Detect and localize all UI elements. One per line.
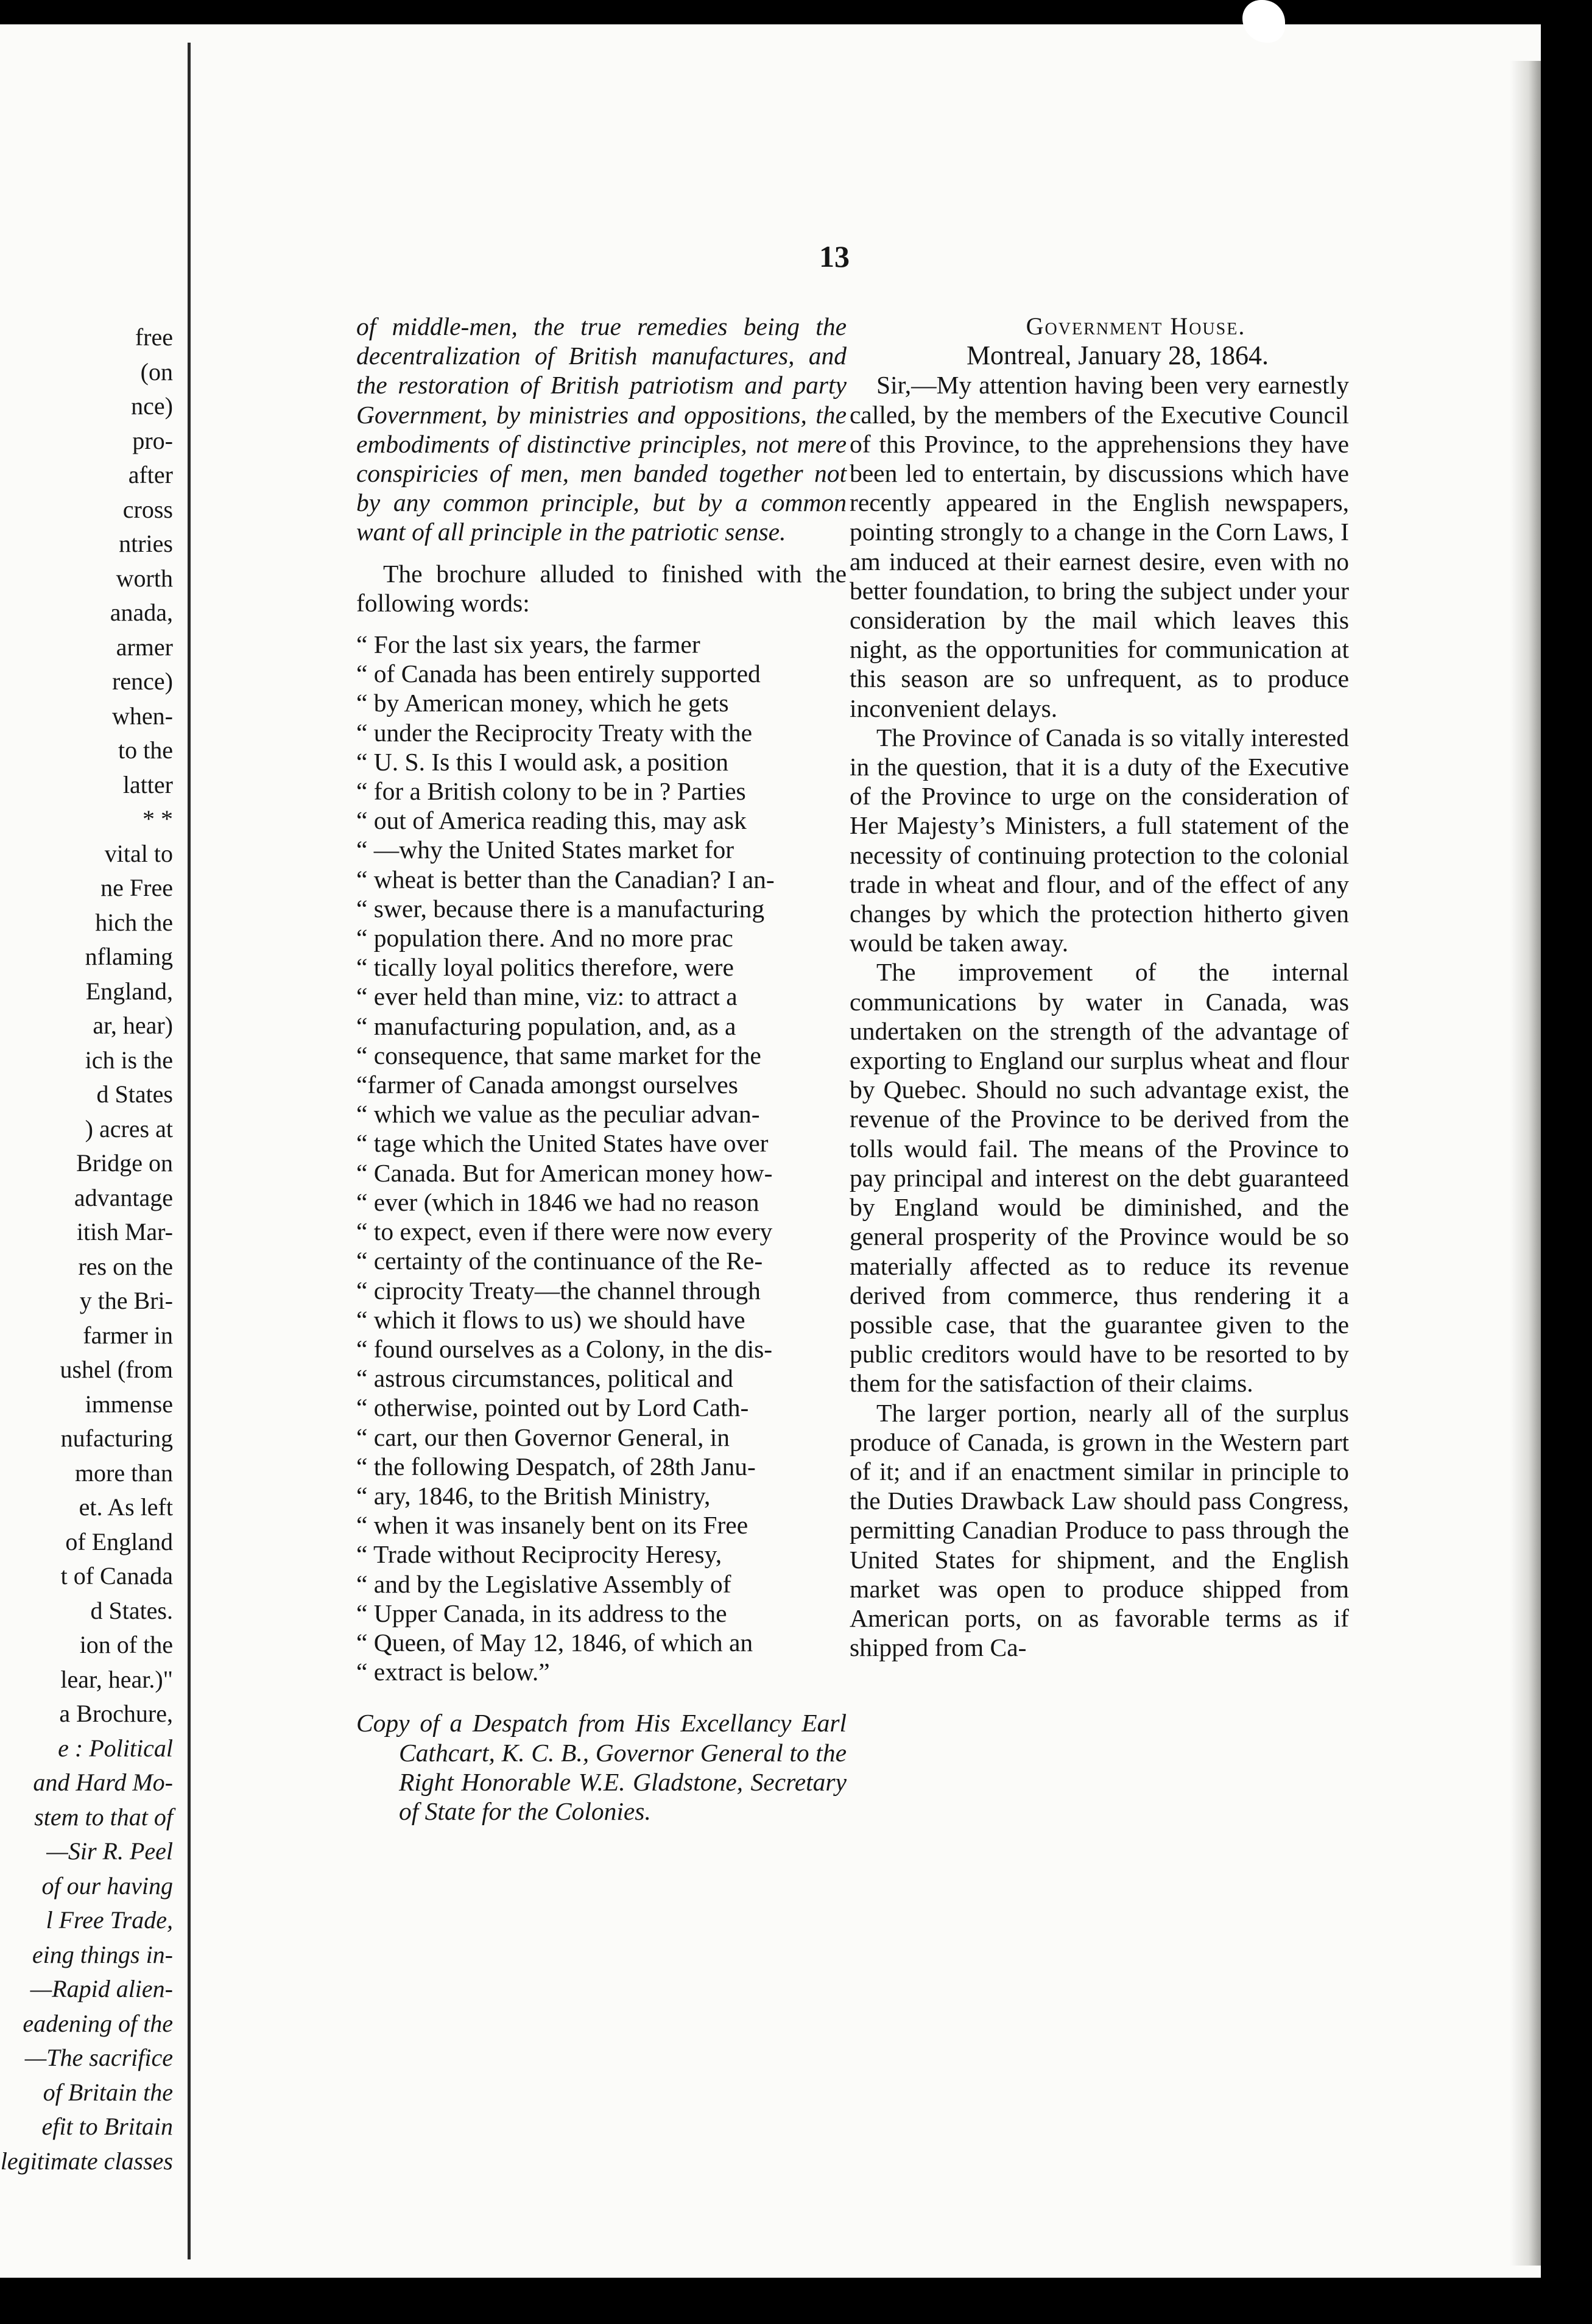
facing-page-line: legitimate classes <box>0 2147 173 2175</box>
facing-page-line: of our having <box>41 1872 173 1900</box>
facing-page-line: nufacturing <box>60 1424 173 1452</box>
quote-line: “farmer of Canada amongst ourselves <box>356 1071 738 1099</box>
letter-dateline: Montreal, January 28, 1864. <box>966 340 1269 371</box>
quote-line: “ Upper Canada, in its address to the <box>356 1599 727 1627</box>
facing-page-line: Bridge on <box>76 1149 173 1177</box>
quote-line: “ swer, because there is a manufacturing <box>356 894 765 923</box>
facing-page-line: y the Bri- <box>79 1287 173 1314</box>
facing-page-line: ne Free <box>100 874 173 901</box>
page-number: 13 <box>819 239 850 273</box>
quote-line: “ population there. And no more prac <box>356 924 733 952</box>
despatch-caption: Copy of a Despatch from His Excellancy Earl Cathcart, K. C. B., Governor General to the Right Honorable W.E. Gladstone, Secretary of State for the Colonies. <box>356 1709 847 1825</box>
facing-page-line: worth <box>116 564 173 592</box>
facing-page-line: cross <box>122 495 173 523</box>
facing-page-line: —The sacrifice <box>24 2044 173 2071</box>
page-edge-shadow <box>1510 61 1541 2266</box>
facing-page-line: lear, hear.)" <box>60 1665 173 1693</box>
facing-page-line: itish Mar- <box>76 1218 173 1245</box>
quote-line: “ tically loyal politics therefore, were <box>356 953 734 982</box>
quote-line: “ cart, our then Governor General, in <box>356 1423 730 1451</box>
facing-page-line: nce) <box>131 392 173 420</box>
page-gutter <box>188 43 191 2259</box>
quote-line: “ Trade without Reciprocity Heresy, <box>356 1540 722 1569</box>
brochure-paragraph: The brochure alluded to finished with the following words: <box>356 559 847 617</box>
facing-page-line: l Free Trade, <box>46 1906 173 1934</box>
quote-line: “ consequence, that same market for the <box>356 1041 761 1069</box>
quote-line: “ to expect, even if there were now every <box>356 1217 773 1246</box>
facing-page-line: —Rapid alien- <box>30 1975 173 2002</box>
facing-page-line: of Britain the <box>43 2078 173 2106</box>
facing-page-line: stem to that of <box>34 1803 173 1831</box>
quote-line: “ —why the United States market for <box>356 836 734 864</box>
facing-page-line: d States. <box>90 1596 173 1624</box>
facing-page-line: England, <box>85 977 173 1005</box>
quote-line: “ astrous circumstances, political and <box>356 1364 733 1393</box>
facing-page-line: et. As left <box>79 1493 173 1521</box>
facing-page-line: of England <box>65 1527 173 1555</box>
facing-page-line: more than <box>74 1459 173 1487</box>
quote-line: “ certainty of the continuance of the Re- <box>356 1247 763 1275</box>
facing-page-line: nflaming <box>85 943 173 970</box>
facing-page-fragment <box>0 305 188 2253</box>
facing-page-line: armer <box>116 633 173 661</box>
facing-page-line: a Brochure, <box>59 1700 173 1727</box>
facing-page-line: rence) <box>112 667 173 695</box>
quote-line: “ tage which the United States have over <box>356 1129 769 1158</box>
facing-page-line: pro- <box>132 426 173 454</box>
quote-line: “ extract is below.” <box>356 1658 550 1686</box>
facing-page-line: anada, <box>110 599 173 626</box>
facing-page-line: ich is the <box>85 1046 173 1074</box>
quote-line: “ under the Reciprocity Treaty with the <box>356 718 753 747</box>
facing-page-line: efit to Britain <box>41 2113 173 2140</box>
facing-page-line: and Hard Mo- <box>33 1769 173 1796</box>
letter-paragraph: The Province of Canada is so vitally interested in the question, that it is a duty of the Executive of the Province to urge on the consideration of Her Majesty’s Ministers, a full statement of the necessity of continuing protection to the colonial trade in wheat and flour, and of the effect of any changes by which the protection hitherto given would be taken away. <box>850 723 1349 957</box>
facing-page-line: after <box>128 461 173 488</box>
quote-line: “ found ourselves as a Colony, in the dis- <box>356 1334 773 1363</box>
intro-italic-paragraph: of middle-men, the true remedies being the decentralization of British manufactures, and the restoration of British patriotism and party Government, by ministries and oppositions, the embodiments of distinctive principles, not mere conspiricies of men, men banded together not by any common principle, but by a common want of all principle in the patriotic sense. <box>356 312 847 546</box>
letter-paragraph: The larger portion, nearly all of the surplus produce of Canada, is grown in the Western part of it; and if an enactment similar in principle to the Duties Drawback Law should pass Congress, permitting Canadian Produce to pass through the United States for shipment, and the English market was open to produce shipped from American ports, on as favorable terms as if shipped from Ca- <box>850 1398 1349 1662</box>
facing-page-line: d States <box>96 1080 173 1108</box>
quote-line: “ the following Despatch, of 28th Janu- <box>356 1452 756 1481</box>
quotation-block <box>356 630 847 1686</box>
facing-page-line: (on <box>140 357 173 386</box>
facing-page-line: hich the <box>95 908 173 936</box>
quote-line: “ when it was insanely bent on its Free <box>356 1511 748 1540</box>
facing-page-line: ushel (from <box>60 1356 173 1383</box>
letter-paragraph: Sir,—My attention having been very earnestly called, by the members of the Executive Council of this Province, to the apprehensions they have been led to entertain, by discussions which have recently appeared in the English newspapers, pointing strongly to a change in the Corn Laws, I am induced at their earnest desire, even with no better foundation, to bring the subject under your consideration by the mail which leaves this night, as the opportunities for communication at this season are so unfrequent, as to produce inconvenient delays. <box>850 371 1349 722</box>
facing-page-line: ) acres at <box>85 1114 173 1143</box>
quote-line: “ manufacturing population, and, as a <box>356 1012 736 1040</box>
facing-page-line: ntries <box>119 530 173 557</box>
right-column <box>850 312 1349 1662</box>
facing-page-line: free <box>135 323 173 351</box>
quote-line: “ which we value as the peculiar advan- <box>356 1100 760 1129</box>
facing-page-line: eing things in- <box>32 1940 173 1968</box>
facing-page-line: immense <box>85 1390 173 1418</box>
quote-line: “ for a British colony to be in ? Parties <box>356 777 746 806</box>
facing-page-line: farmer in <box>83 1321 173 1349</box>
quote-line: “ otherwise, pointed out by Lord Cath- <box>356 1393 749 1422</box>
facing-page-line: when- <box>112 702 173 730</box>
quote-line: “ and by the Legislative Assembly of <box>356 1569 731 1598</box>
quote-line: “ out of America reading this, may ask <box>356 806 747 835</box>
quote-line: “ of Canada has been entirely supported <box>356 660 761 688</box>
quote-line: “ Canada. But for American money how- <box>356 1158 773 1187</box>
facing-page-line: vital to <box>104 839 173 867</box>
quote-line: “ ciprocity Treaty—the channel through <box>356 1276 761 1305</box>
facing-page-line: ar, hear) <box>93 1012 173 1039</box>
quote-line: “ For the last six years, the farmer <box>356 630 700 659</box>
facing-page-line: to the <box>118 736 173 764</box>
quote-line: “ by American money, which he gets <box>356 689 729 717</box>
facing-page-line: advantage <box>74 1183 173 1211</box>
facing-page-line: t of Canada <box>60 1562 173 1590</box>
scanned-page <box>0 24 1541 2278</box>
quote-line: “ Queen, of May 12, 1846, of which an <box>356 1628 753 1657</box>
facing-page-line: res on the <box>78 1252 173 1280</box>
facing-page-line: e : Political <box>58 1734 173 1762</box>
quote-line: “ U. S. Is this I would ask, a position <box>356 747 728 776</box>
letter-heading: Government House. <box>1026 312 1246 340</box>
quote-line: “ ary, 1846, to the British Ministry, <box>356 1481 711 1510</box>
facing-page-line: latter <box>122 770 173 798</box>
facing-page-line: —Sir R. Peel <box>46 1837 173 1865</box>
letter-paragraph: The improvement of the internal communications by water in Canada, was undertaken on the strength of the advantage of exporting to England our surplus wheat and flour by Quebec. Should no such advantage exist, the revenue of the Province to be derived from the tolls would fail. The means of the Province to pay principal and interest on the debt guaranteed by England would be diminished, and the general prosperity of the Province would be so materially affected as to reduce its revenue derived from commerce, thus rendering it a possible case, that the guarantee given to the public creditors would have to be resorted to by them for the satisfaction of their claims. <box>850 958 1349 1398</box>
facing-page-line: * * <box>143 805 173 833</box>
facing-page-line: ion of the <box>79 1631 173 1658</box>
quote-line: “ ever held than mine, viz: to attract a <box>356 982 738 1011</box>
quote-line: “ which it flows to us) we should have <box>356 1305 745 1334</box>
quote-line: “ ever (which in 1846 we had no reason <box>356 1188 759 1216</box>
middle-column <box>356 312 847 1826</box>
facing-page-line: eadening of the <box>23 2009 173 2037</box>
quote-line: “ wheat is better than the Canadian? I an- <box>356 865 775 893</box>
